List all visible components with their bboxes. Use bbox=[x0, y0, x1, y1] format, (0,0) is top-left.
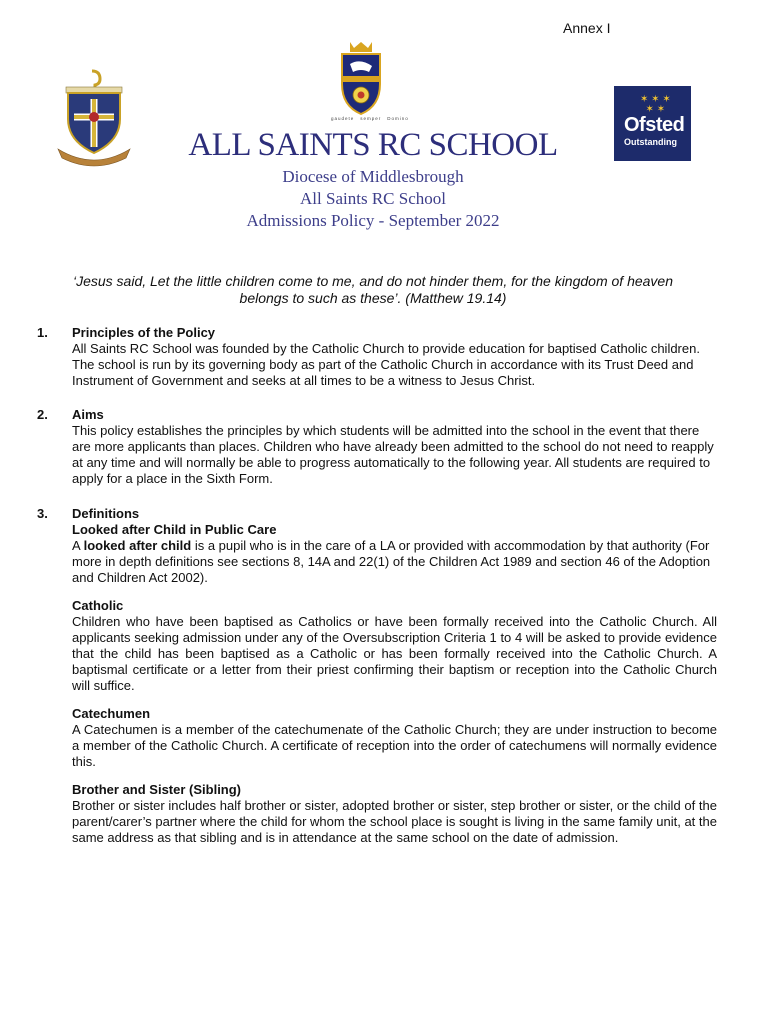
definition-term: Catholic bbox=[72, 598, 124, 613]
policy-line: Admissions Policy - September 2022 bbox=[246, 211, 500, 230]
definition-catechumen bbox=[72, 706, 717, 770]
document-subheading bbox=[0, 166, 746, 232]
definition-text: A Catechumen is a member of the catechumenate of the Catholic Church; they are under instruction to become a member of the Catholic Church. A certificate of reception into the order of catechumens will normally evidence this. bbox=[72, 722, 717, 769]
definition-catholic bbox=[72, 598, 717, 694]
definition-text: Children who have been baptised as Catholics or have been formally received into the Catholic Church. All applicants seeking admission under any of the Oversubscription Criteria 1 to 4 will be asked to provide evidence that the child has been baptised as a Catholic or has been formally received into the Catholic Church. A baptismal certificate or a letter from their priest confirming their baptism or reception into the Catholic Church will suffice. bbox=[72, 614, 717, 693]
section-text: All Saints RC School was founded by the Catholic Church to provide education for baptised Catholic children. The school is run by its governing body as part of the Catholic Church in accordance with its Trust Deed and Instrument of Government and seeks at all times to be a witness to Jesus Christ. bbox=[72, 341, 700, 388]
definition-term: Looked after Child in Public Care bbox=[72, 522, 277, 537]
annex-label: Annex I bbox=[563, 20, 611, 36]
school-line: All Saints RC School bbox=[300, 189, 446, 208]
section-definitions bbox=[37, 506, 717, 846]
definition-sibling bbox=[72, 782, 717, 846]
school-crest-logo bbox=[338, 40, 384, 116]
section-heading: Principles of the Policy bbox=[72, 325, 216, 340]
definition-text: Brother or sister includes half brother or sister, adopted brother or sister, step brother or sister, or the child of the parent/carer’s partner where the child for whom the school place is sought is living in the same family unit, at the same address as that sibling and is in attendance at the same school on the date of admission. bbox=[72, 798, 717, 845]
section-number: 2. bbox=[37, 407, 48, 422]
diocese-line: Diocese of Middlesbrough bbox=[282, 167, 464, 186]
ofsted-rating: Outstanding bbox=[624, 137, 677, 147]
section-text: This policy establishes the principles by which students will be admitted into the school in the event that there are more applicants than places. Children who have already been admitted to the school do not need to reapply at any time and will normally be able to progress automatically to the following year. All students are required to apply for a place in the Sixth Form. bbox=[72, 423, 714, 486]
ofsted-name: Ofsted bbox=[624, 114, 685, 136]
definition-term: Catechumen bbox=[72, 706, 151, 721]
definition-text: A looked after child is a pupil who is in the care of a LA or provided with accommodation by that authority (For more in depth definitions see sections 8, 14A and 22(1) of the Children Act 1989 and section 46 of the Adoption and Children Act 2002). bbox=[72, 538, 711, 585]
crest-motto: gaudete semper Domino bbox=[331, 116, 409, 121]
school-name-title: ALL SAINTS RC SCHOOL bbox=[188, 127, 558, 163]
section-heading: Definitions bbox=[72, 506, 140, 521]
section-principles bbox=[37, 325, 717, 389]
section-heading: Aims bbox=[72, 407, 104, 422]
stars-icon: ✶ ✶ ✶ ✶ ✶ bbox=[640, 94, 671, 115]
definition-looked-after-child bbox=[72, 522, 717, 586]
section-number: 3. bbox=[37, 506, 48, 521]
section-aims bbox=[37, 407, 717, 487]
definition-term: Brother and Sister (Sibling) bbox=[72, 782, 242, 797]
section-number: 1. bbox=[37, 325, 48, 340]
scripture-quote: ‘Jesus said, Let the little children come to me, and do not hinder them, for the kingdom of heaven belongs to such as these’. (Matthew 19.14) bbox=[72, 273, 673, 306]
